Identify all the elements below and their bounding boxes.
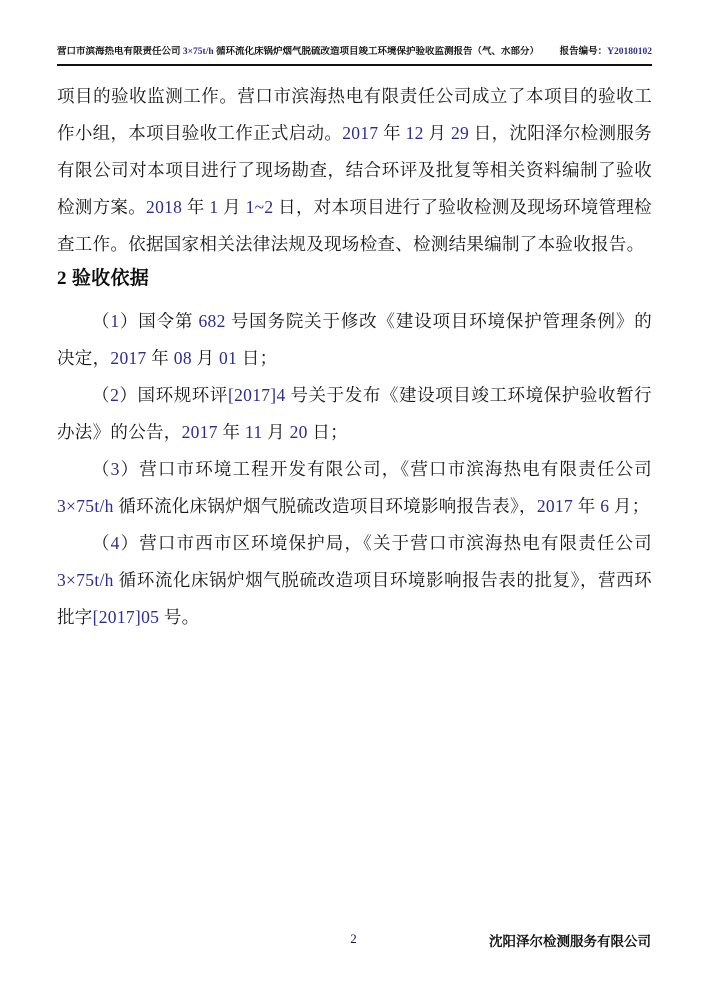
reference-item-1: （1）国令第 682 号国务院关于修改《建设项目环境保护管理条例》的决定，2017 年 08 月 01 日； xyxy=(57,311,652,368)
reference-item-3: （3）营口市环境工程开发有限公司，《营口市滨海热电有限责任公司 3×75t/h 循环流化床锅炉烟气脱硫改造项目环境影响报告表》，2017 年 6 月； xyxy=(57,459,652,516)
intro-paragraph: 项目的验收监测工作。营口市滨海热电有限责任公司成立了本项目的验收工作小组，本项目验收工作正式启动。2017 年 12 月 29 日，沈阳泽尔检测服务有限公司对本项目进行了现场勘查，结合环评及批复等相关资料编制了验收检测方案。2018 年 1 月 1~2 日，对本项目进行了验收检测及现场环境管理检查工作。依据国家相关法律法规及现场检查、检测结果编制了本验收报告。 xyxy=(57,86,652,254)
footer-company-name: 沈阳泽尔检测服务有限公司 xyxy=(489,934,651,949)
header-report-title: 营口市滨海热电有限责任公司 3×75t/h 循环流化床锅炉烟气脱硫改造项目竣工环境保护验收监测报告（气、水部分） xyxy=(57,47,540,57)
header-report-number: 报告编号：Y20180102 xyxy=(559,47,652,57)
footer-page-number: 2 xyxy=(350,931,357,946)
section-heading-acceptance-basis: 2 验收依据 xyxy=(57,268,150,289)
page-header xyxy=(57,46,652,66)
reference-item-4: （4）营口市西市区环境保护局，《关于营口市滨海热电有限责任公司 3×75t/h 循环流化床锅炉烟气脱硫改造项目环境影响报告表的批复》，营西环批字[2017]05 号。 xyxy=(57,533,652,627)
document-body xyxy=(57,78,652,636)
reference-item-2: （2）国环规环评[2017]4 号关于发布《建设项目竣工环境保护验收暂行办法》的公告，2017 年 11 月 20 日； xyxy=(57,385,652,442)
